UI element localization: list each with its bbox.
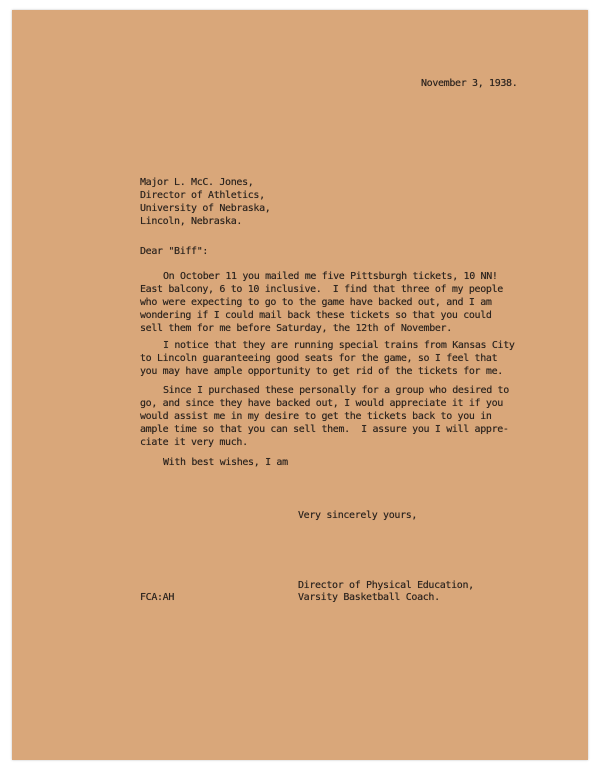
recipient-line-institution: University of Nebraska, xyxy=(140,203,271,214)
paragraph-2-line: I notice that they are running special trains from Kansas City xyxy=(163,340,515,351)
complimentary-close: Very sincerely yours, xyxy=(298,510,418,521)
salutation: Dear "Biff": xyxy=(140,246,209,257)
paragraph-1-line: who were expecting to go to the game have backed out, and I am xyxy=(140,297,492,308)
paragraph-2-line: you may have ample opportunity to get rid of the tickets for me. xyxy=(140,366,503,377)
paragraph-3-line: Since I purchased these personally for a group who desired to xyxy=(163,385,509,396)
letter-date: November 3, 1938. xyxy=(421,78,518,89)
closing-phrase: With best wishes, I am xyxy=(163,457,288,468)
paragraph-3-line: would assist me in my desire to get the tickets back to you in xyxy=(140,411,492,422)
paragraph-3-line: ample time so that you can sell them. I assure you I will appre- xyxy=(140,424,509,435)
paragraph-1-line: wondering if I could mail back these tickets so that you could xyxy=(140,310,492,321)
paragraph-3-line: go, and since they have backed out, I would appreciate it if you xyxy=(140,398,503,409)
paragraph-3-line: ciate it very much. xyxy=(140,437,248,448)
signature-title-line: Varsity Basketball Coach. xyxy=(298,592,440,603)
reference-initials: FCA:AH xyxy=(140,592,175,603)
recipient-line-name: Major L. McC. Jones, xyxy=(140,177,254,188)
recipient-line-city: Lincoln, Nebraska. xyxy=(140,216,243,227)
paragraph-2-line: to Lincoln guaranteeing good seats for the game, so I feel that xyxy=(140,353,498,364)
paragraph-1-line: On October 11 you mailed me five Pittsburgh tickets, 10 NN! xyxy=(163,271,498,282)
paragraph-1-line: East balcony, 6 to 10 inclusive. I find that three of my people xyxy=(140,284,503,295)
recipient-line-title: Director of Athletics, xyxy=(140,190,265,201)
signature-title-line: Director of Physical Education, xyxy=(298,580,474,591)
paragraph-1-line: sell them for me before Saturday, the 12th of November. xyxy=(140,323,452,334)
